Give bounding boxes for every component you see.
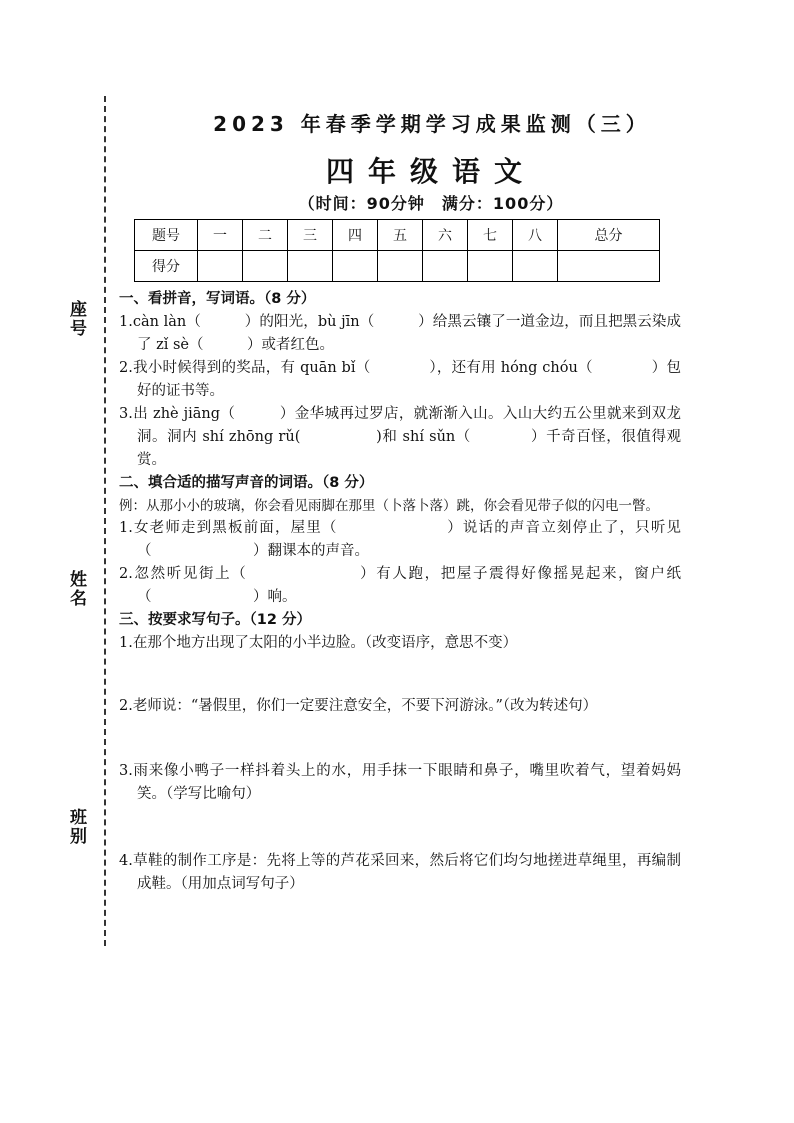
subject-title: 四年级语文 — [325, 155, 536, 188]
score-column-header: 六 — [423, 220, 468, 251]
section-3-heading: 三、按要求写句子。（12 分） — [119, 612, 311, 628]
section-1-heading: 一、看拼音，写词语。（8 分） — [119, 291, 316, 307]
section-2-question-2: 2.忽然听见街上（ ）有人跑，把屋子震得好像摇晃起来，窗户纸（ ）响。 — [119, 566, 681, 605]
score-column-header: 七 — [468, 220, 513, 251]
exam-content — [119, 288, 681, 896]
score-column-header: 八 — [513, 220, 558, 251]
score-cell[interactable] — [333, 251, 378, 282]
section-3-question-3: 3.雨来像小鸭子一样抖着头上的水，用手抹一下眼睛和鼻子，嘴里吹着气，望着妈妈笑。（学写比喻句） — [119, 763, 681, 802]
score-table-score-row — [135, 251, 660, 282]
score-cell[interactable] — [288, 251, 333, 282]
student-name-label: 姓名 — [66, 570, 86, 608]
score-cell[interactable] — [468, 251, 513, 282]
score-table-header-row — [135, 220, 660, 251]
exam-meta: （时间：90分钟 满分：100分） — [298, 194, 564, 213]
section-1-question-1: 1.càn làn（ ）的阳光，bù jīn（ ）给黑云镶了一道金边，而且把黑云染成了 zǐ sè（ ）或者红色。 — [119, 314, 681, 353]
score-cell[interactable] — [198, 251, 243, 282]
answer-space[interactable] — [119, 718, 681, 760]
section-3-question-2: 2.老师说：“暑假里，你们一定要注意安全，不要下河游泳。”（改为转述句） — [119, 698, 598, 714]
score-cell[interactable] — [243, 251, 288, 282]
class-label: 班别 — [66, 808, 86, 846]
score-column-header: 四 — [333, 220, 378, 251]
score-cell[interactable] — [378, 251, 423, 282]
score-column-header: 一 — [198, 220, 243, 251]
total-score-cell[interactable] — [558, 251, 660, 282]
score-column-header: 五 — [378, 220, 423, 251]
section-2-heading: 二、填合适的描写声音的词语。（8 分） — [119, 475, 374, 491]
section-2-question-1: 1.女老师走到黑板前面，屋里（ ）说话的声音立刻停止了，只听见（ ）翻课本的声音。 — [119, 520, 681, 559]
score-cell[interactable] — [423, 251, 468, 282]
section-1-question-3: 3.出 zhè jiāng（ ）金华城再过罗店，就渐渐入山。入山大约五公里就来到双龙洞。洞内 shí zhōng rǔ( )和 shí sǔn（ ）千奇百怪，很值得观赏。 — [119, 406, 681, 468]
section-1-question-2: 2.我小时候得到的奖品，有 quān bǐ（ ），还有用 hóng chóu（ ）包好的证书等。 — [119, 360, 681, 399]
score-table — [134, 219, 660, 282]
answer-space[interactable] — [119, 806, 681, 850]
answer-space[interactable] — [119, 655, 681, 695]
total-score-header: 总分 — [558, 220, 660, 251]
question-number-label: 题号 — [135, 220, 198, 251]
exam-title: 2023 年春季学期学习成果监测（三） — [213, 112, 651, 136]
score-column-header: 二 — [243, 220, 288, 251]
score-row-label: 得分 — [135, 251, 198, 282]
score-cell[interactable] — [513, 251, 558, 282]
section-3-question-4: 4.草鞋的制作工序是：先将上等的芦花采回来，然后将它们均匀地搓进草绳里，再编制成鞋。（用加点词写句子） — [119, 853, 681, 892]
binding-dashed-line — [104, 96, 106, 946]
section-3-question-1: 1.在那个地方出现了太阳的小半边脸。（改变语序，意思不变） — [119, 635, 518, 651]
section-2-example: 例：从那小小的玻璃，你会看见雨脚在那里（卜落卜落）跳，你会看见带子似的闪电一瞥。 — [119, 498, 659, 514]
seat-number-label: 座号 — [66, 300, 86, 338]
score-column-header: 三 — [288, 220, 333, 251]
